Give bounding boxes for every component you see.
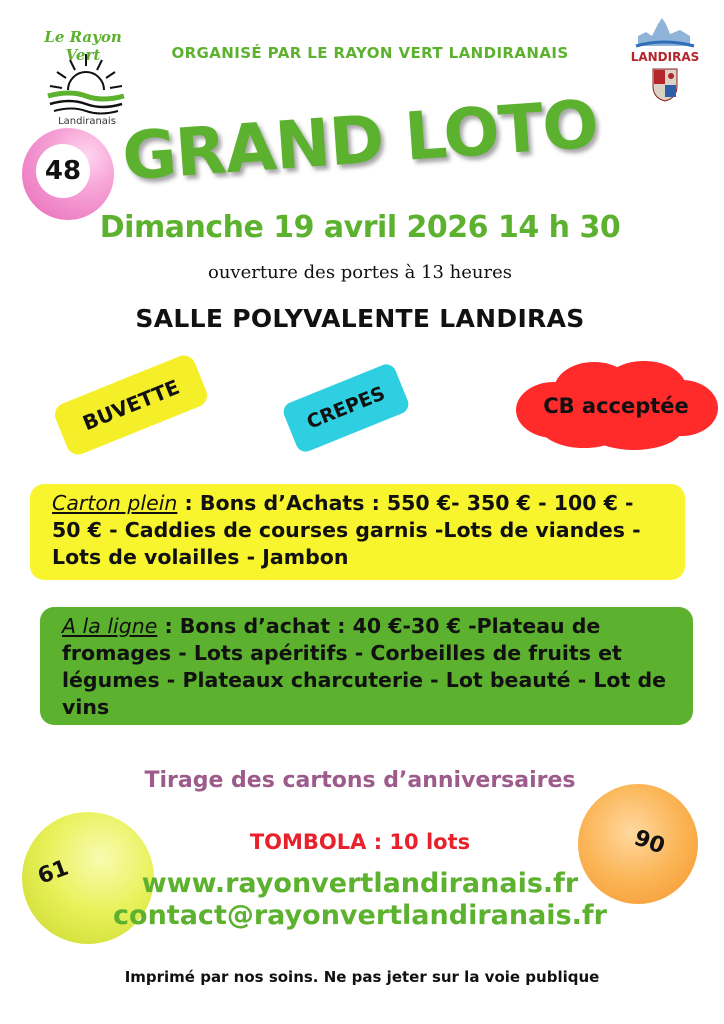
sunrise-icon [40,50,132,116]
a-la-ligne-prizes: : Bons d’achat : 40 €-30 € -Plateau de fromages - Lots apéritifs - Corbeilles de fruits et légumes - Plateaux charcuterie - Lot beauté - Lot de vins [62,614,667,719]
logo-left-subtitle: Landiranais [58,116,116,127]
coat-of-arms-icon [652,68,678,102]
organizer-line: ORGANISÉ PAR LE RAYON VERT LANDIRANAIS [171,44,569,62]
carton-plein-box [30,484,685,580]
carton-plein-prizes: : Bons d’Achats : 550 €- 350 € - 100 € - 50 € - Caddies de courses garnis -Lots de viandes - Lots de volailles - Jambon [52,491,641,569]
a-la-ligne-label: A la ligne [62,614,158,638]
event-venue: SALLE POLYVALENTE LANDIRAS [135,304,585,333]
ball-number: 90 [630,825,668,860]
bingo-ball-pink [22,128,114,220]
doors-opening: ouverture des portes à 13 heures [207,262,512,283]
event-date: Dimanche 19 avril 2026 14 h 30 [99,210,621,245]
footer-note: Imprimé par nos soins. Ne pas jeter sur la voie publique [124,968,600,986]
landiras-logo [622,16,708,106]
logo-left-title: Le Rayon Vert [44,28,122,64]
ball-number: 61 [34,855,72,890]
email-link[interactable]: contact@rayonvertlandiranais.fr [113,900,607,931]
landiras-logo-name: LANDIRAS [630,50,700,64]
main-title: GRAND LOTO [119,85,601,196]
tombola-line: TOMBOLA : 10 lots [249,830,471,854]
cb-accepted-label: CB acceptée [543,394,689,418]
a-la-ligne-box [40,607,693,725]
town-skyline-icon [634,16,696,50]
anniversary-draw: Tirage des cartons d’anniversaires [144,768,576,793]
cb-accepted-cloud [514,360,718,452]
buvette-tag: BUVETTE [51,352,210,458]
ball-number: 48 [36,144,90,198]
website-link[interactable]: www.rayonvertlandiranais.fr [141,868,579,899]
crepes-tag: CREPES [281,361,412,454]
carton-plein-label: Carton plein [52,491,178,515]
